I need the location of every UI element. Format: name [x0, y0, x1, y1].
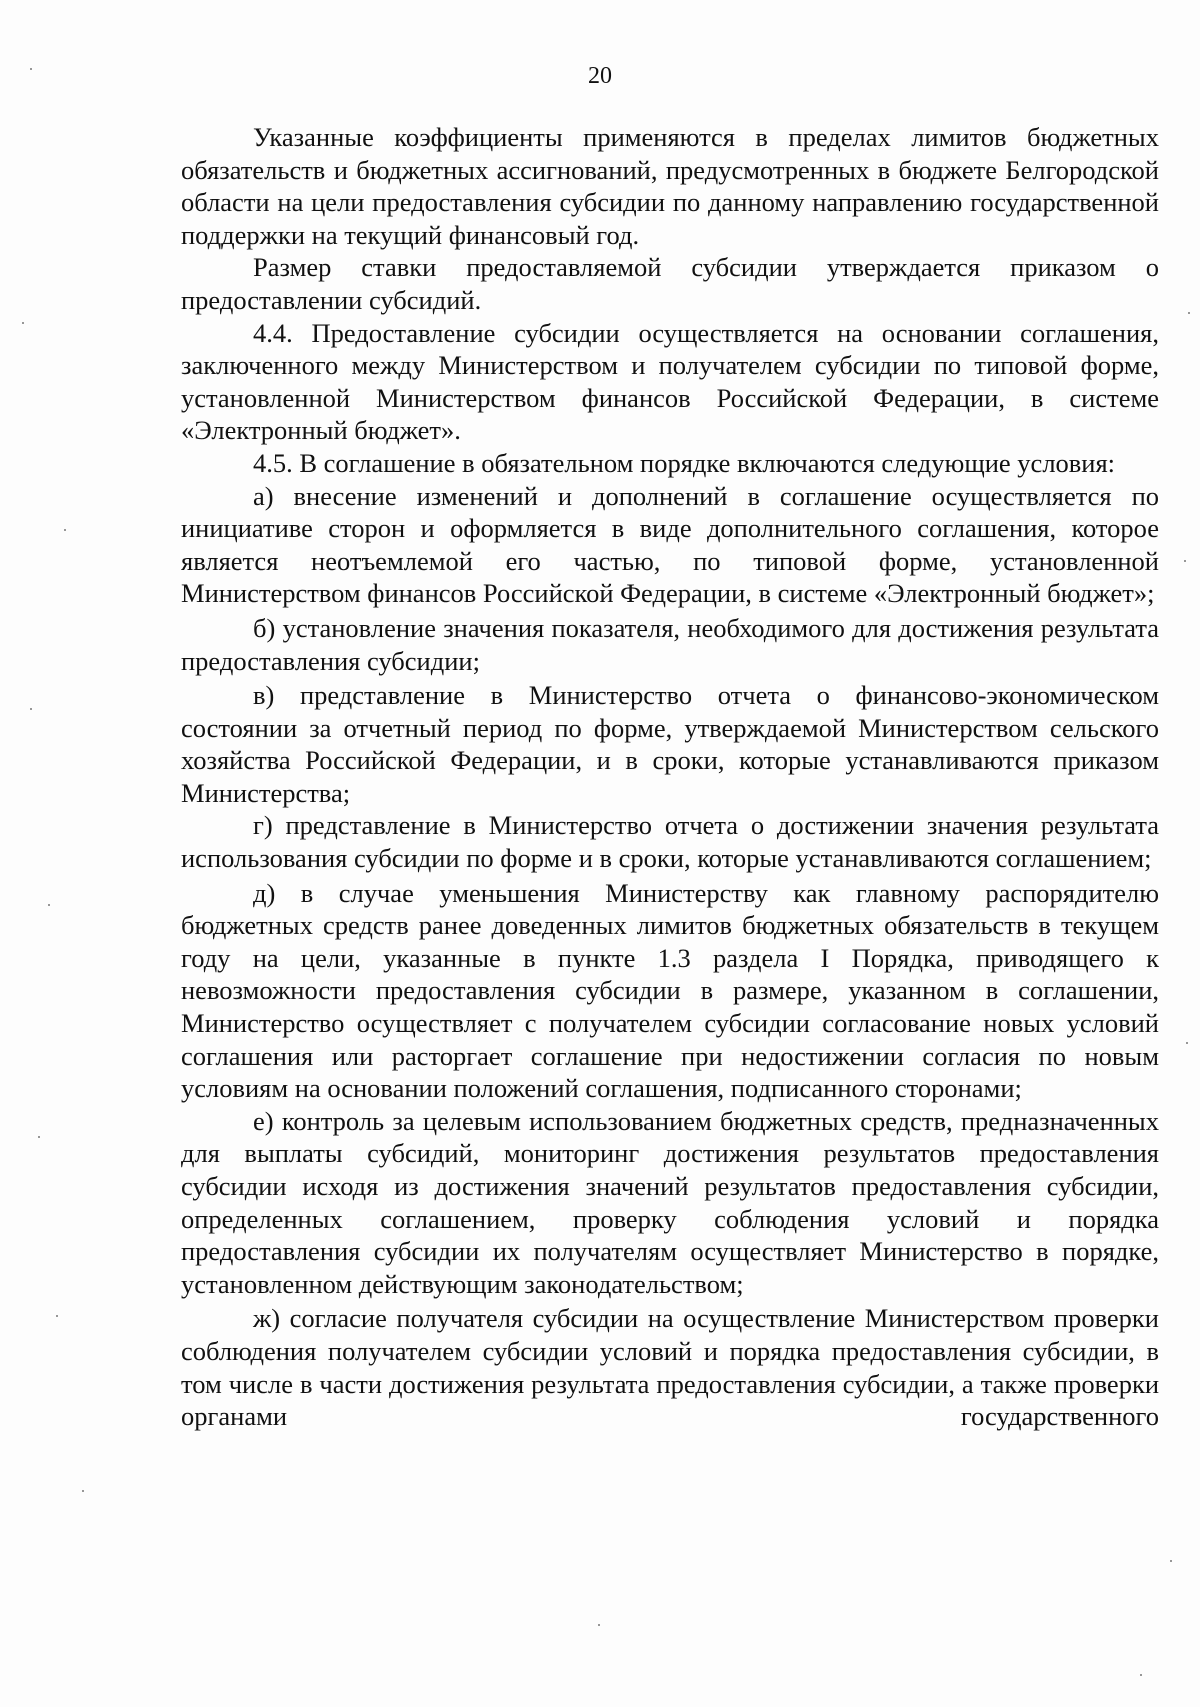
scan-speck [38, 1136, 40, 1138]
paragraph-item-b: б) установление значения показателя, необходимого для достижения результата предоставления субсидии; [181, 612, 1159, 676]
scan-speck [598, 1624, 600, 1626]
scan-speck [1186, 1042, 1188, 1044]
paragraph-item-g: г) представление в Министерство отчета о достижении значения результата использования субсидии по форме и в сроки, которые устанавливаются соглашением; [181, 810, 1159, 874]
paragraph-coefficients: Указанные коэффициенты применяются в пределах лимитов бюджетных обязательств и бюджетных ассигнований, предусмотренных в бюджете Белгородской области на цели предоставления субсидии по данному направлению государственной поддержки на текущий финансовый год. [181, 122, 1159, 250]
paragraph-4-4: 4.4. Предоставление субсидии осуществляется на основании соглашения, заключенного между Министерством и получателем субсидии по типовой форме, установленной Министерством финансов Российской Федерации, в системе «Электронный бюджет». [181, 317, 1159, 446]
paragraph-item-v: в) представление в Министерство отчета о финансово-экономическом состоянии за отчетный период по форме, утверждаемой Министерством сельского хозяйства Российской Федерации, и в сроки, которые устанавливаются приказом Министерства; [181, 680, 1159, 808]
scan-speck [1140, 1674, 1142, 1676]
scan-speck [82, 1490, 84, 1492]
paragraph-item-e: е) контроль за целевым использованием бюджетных средств, предназначенных для выплаты субсидий, мониторинг достижения результатов предоставления субсидии исходя из достижения значений результатов предоставления субсидии, определенных соглашением, проверку соблюдения условий и порядка предоставления субсидии их получателям осуществляет Министерство в порядке, установленном действующим законодательством; [181, 1105, 1159, 1299]
scan-speck [48, 904, 50, 906]
scan-speck [1184, 560, 1186, 562]
paragraph-4-5: 4.5. В соглашение в обязательном порядке включаются следующие условия: [253, 447, 1116, 478]
scan-speck [22, 322, 24, 324]
paragraph-item-zh: ж) согласие получателя субсидии на осуществление Министерством проверки соблюдения получателем субсидии условий и порядка предоставления субсидии, в том числе в части достижения результата предоставления субсидии, а также проверки органами государственного [181, 1303, 1159, 1432]
scan-speck [1170, 1560, 1172, 1562]
document-body [181, 121, 1159, 1433]
page-number: 20 [588, 63, 612, 89]
scan-speck [56, 1315, 58, 1317]
scan-speck [64, 529, 66, 531]
paragraph-rate-size: Размер ставки предоставляемой субсидии утверждается приказом о предоставлении субсидий. [181, 252, 1159, 315]
paragraph-item-d: д) в случае уменьшения Министерству как главному распорядителю бюджетных средств ранее доведенных лимитов бюджетных обязательств в текущем году на цели, указанные в пункте 1.3 раздела I Порядка, приводящего к невозможности предоставления субсидии в размере, указанном в соглашении, Министерство осуществляет с получателем субсидии согласование новых условий соглашения или расторгает соглашение при недостижении согласия по новым условиям на основании положений соглашения, подписанного сторонами; [181, 877, 1159, 1104]
paragraph-item-a: а) внесение изменений и дополнений в соглашение осуществляется по инициативе сторон и оформляется в виде дополнительного соглашения, которое является неотъемлемой его частью, по типовой форме, установленной Министерством финансов Российской Федерации, в системе «Электронный бюджет»; [181, 480, 1159, 609]
scan-speck [1188, 312, 1190, 314]
scan-speck [30, 708, 32, 710]
scan-speck [30, 68, 32, 70]
